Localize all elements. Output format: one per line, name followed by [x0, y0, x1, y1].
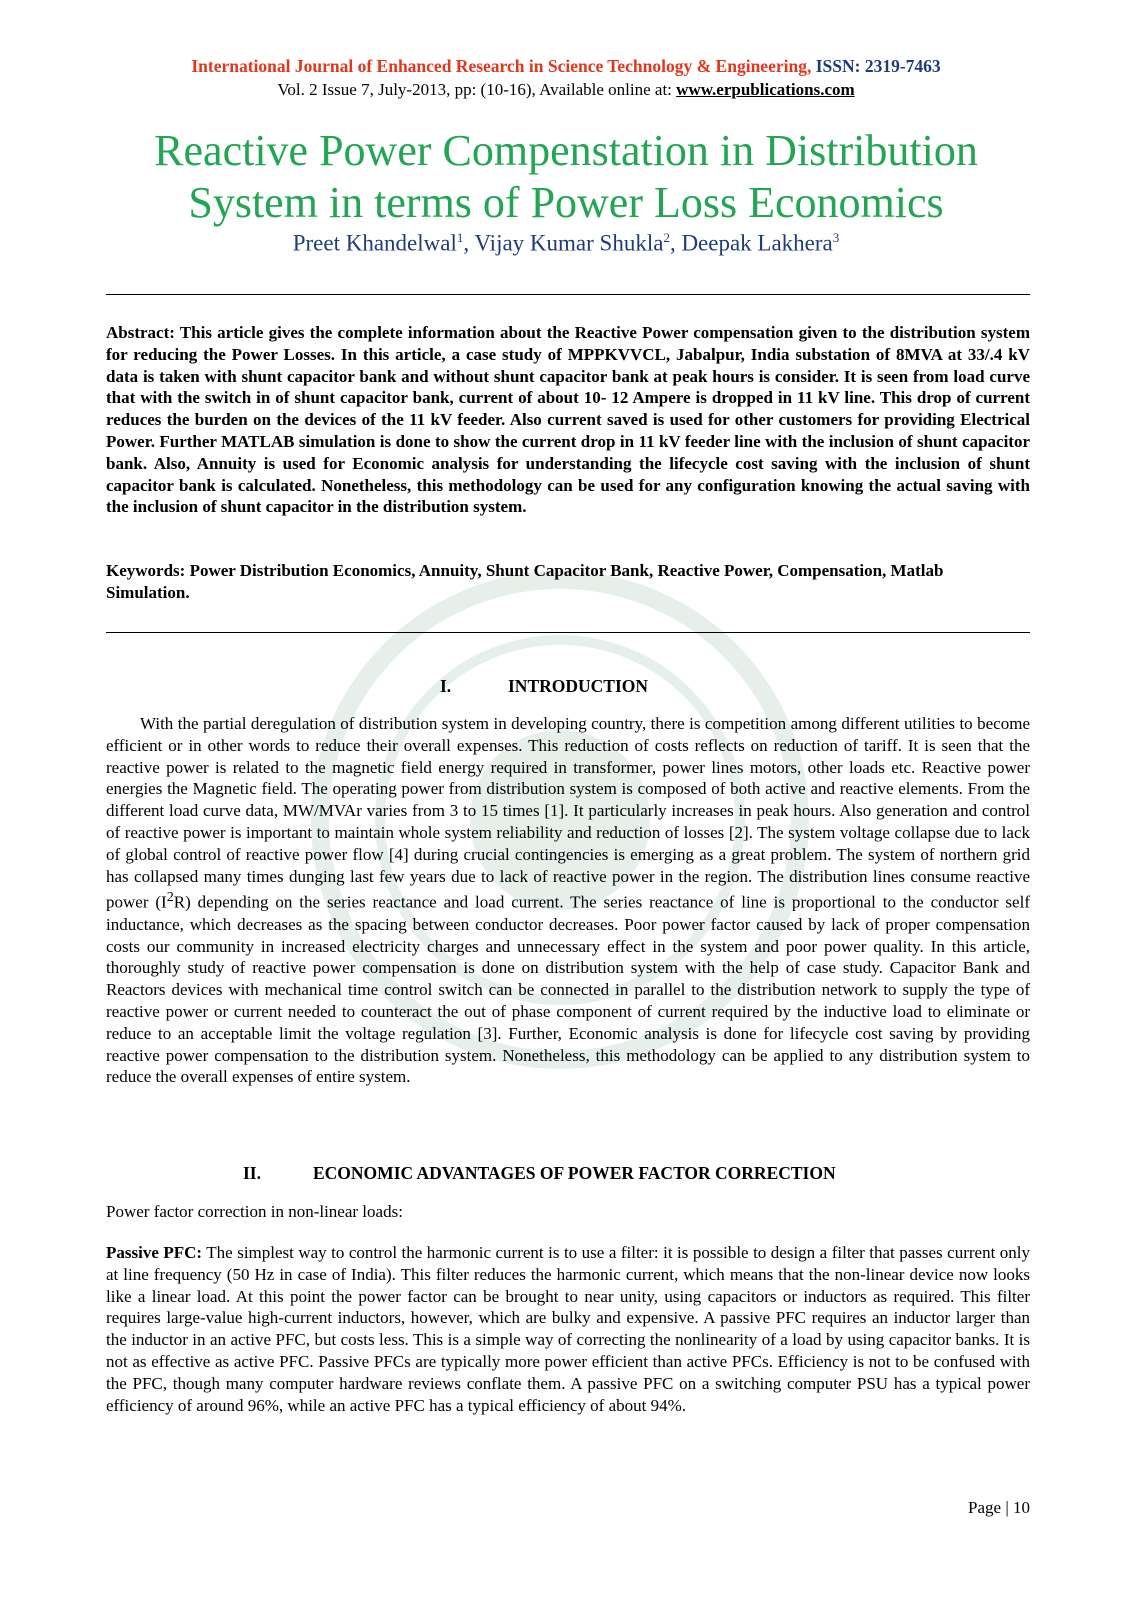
- abstract: Abstract: This article gives the complete information about the Reactive Power compensation given to the distribution system for reducing the Power Losses. In this article, a case study of MPPKVVCL, Jabalpur, India substation of 8MVA at 33/.4 kV data is taken with shunt capacitor bank and without shunt capacitor bank at peak hours is consider. It is seen from load curve that with the switch in of shunt capacitor bank, current of about 10- 12 Ampere is dropped in 11 kV line. This drop of current reduces the burden on the devices of the 11 kV feeder. Also current saved is used for other customers for providing Electrical Power. Further MATLAB simulation is done to show the current drop in 11 kV feeder line with the inclusion of shunt capacitor bank. Also, Annuity is used for Economic analysis for understanding the lifecycle cost saving with the inclusion of shunt capacitor bank is calculated. Nonetheless, this methodology can be used for any configuration knowing the actual saving with the inclusion of shunt capacitor in the distribution system.: [106, 323, 1030, 517]
- introduction-paragraph: [106, 713, 1030, 1088]
- author-separator: ,: [463, 230, 475, 256]
- author-affiliation: 2: [663, 230, 670, 245]
- volume-line: [0, 80, 1132, 100]
- paper-title: [0, 125, 1132, 229]
- intro-text-part-1: With the partial deregulation of distribution system in developing country, there is competition among different utilities to become efficient or in other words to reduce their overall expenses. This reduction of costs reflects on reduction of tariff. It is seen that the reactive power is related to the magnetic field energy required in transformer, power lines motors, other loads etc. Reactive power energies the Magnetic field. The operating power from distribution system is composed of both active and reactive elements. From the different load curve data, MW/MVAr varies from 3 to 15 times [1]. It particularly increases in peak hours. Also generation and control of reactive power is important to maintain whole system reliability and reduction of losses [2]. The system voltage collapse due to lack of global control of reactive power flow [4] during crucial contingencies is emerging as a great problem. The system of northern grid has collapsed many times dunging last few years due to lack of reactive power in the region. The distribution lines consume reactive power (I: [106, 714, 1030, 913]
- author-list: [0, 230, 1132, 257]
- author-name: Vijay Kumar Shukla: [474, 230, 664, 256]
- superscript: 2: [166, 889, 174, 906]
- author-name: Deepak Lakhera: [681, 230, 833, 256]
- passive-pfc-paragraph: [106, 1242, 1030, 1416]
- section-number: I.: [440, 676, 452, 696]
- passive-pfc-lead: Passive PFC:: [106, 1243, 203, 1262]
- journal-name: International Journal of Enhanced Research in Science Technology & Engineering,: [191, 56, 812, 76]
- divider: [106, 632, 1030, 633]
- section-number: II.: [243, 1163, 261, 1183]
- passive-pfc-text: The simplest way to control the harmonic current is to use a filter: it is possible to design a filter that passes current only at line frequency (50 Hz in case of India). This filter reduces the harmonic current, which means that the non-linear device now looks like a linear load. At this point the power factor can be brought to near unity, using capacitors or inductors as required. This filter requires large-value high-current inductors, however, which are bulky and expensive. A passive PFC requires an inductor larger than the inductor in an active PFC, but costs less. This is a simple way of correcting the nonlinearity of a load by using capacitor banks. It is not as effective as active PFC. Passive PFCs are typically more power efficient than active PFCs. Efficiency is not to be confused with the PFC, though many computer hardware reviews conflate them. A passive PFC on a switching computer PSU has a typical power efficiency of around 96%, while an active PFC has a typical efficiency of about 94%.: [106, 1243, 1031, 1415]
- pfc-intro-paragraph: Power factor correction in non-linear loads:: [106, 1202, 403, 1221]
- volume-info: Vol. 2 Issue 7, July-2013, pp: (10-16), Available online at:: [277, 80, 672, 99]
- website-link[interactable]: www.erpublications.com: [676, 80, 855, 99]
- author-separator: ,: [669, 230, 682, 256]
- journal-header: [0, 56, 1132, 77]
- intro-text-part-2: R) depending on the series reactance and load current. The series reactance of line is proportional to the conductor self inductance, which decreases as the spacing between conductor decreases. Poor power factor caused by lack of proper compensation costs our community in increased electricity charges and unnecessary effect in the system and poor power quality. In this article, thoroughly study of reactive power compensation is done on distribution system with the help of case study. Capacitor Bank and Reactors devices with mechanical time control switch can be connected in parallel to the distribution network to supply the type of reactive power or current needed to counteract the out of phase component of current required by the inductive load to eliminate or reduce to an acceptable limit the voltage regulation [3]. Further, Economic analysis is done for lifecycle cost saving by providing reactive power compensation to the distribution system. Nonetheless, this methodology can be applied to any distribution system to reduce the overall expenses of entire system.: [106, 893, 1030, 1087]
- title-line-1: Reactive Power Compenstation in Distribution: [154, 126, 978, 175]
- section-title: INTRODUCTION: [508, 676, 649, 696]
- divider: [106, 294, 1030, 295]
- page-number: Page | 10: [968, 1498, 1030, 1517]
- author-affiliation: 3: [832, 230, 840, 245]
- keywords: Keywords: Power Distribution Economics, Annuity, Shunt Capacitor Bank, Reactive Power, Compensation, Matlab Simulation.: [106, 561, 944, 602]
- section-title: ECONOMIC ADVANTAGES OF POWER FACTOR CORRECTION: [313, 1163, 836, 1183]
- title-line-2: System in terms of Power Loss Economics: [188, 178, 944, 227]
- issn: ISSN: 2319-7463: [815, 56, 941, 76]
- author-affiliation: 1: [456, 230, 464, 245]
- author-name: Preet Khandelwal: [292, 230, 457, 256]
